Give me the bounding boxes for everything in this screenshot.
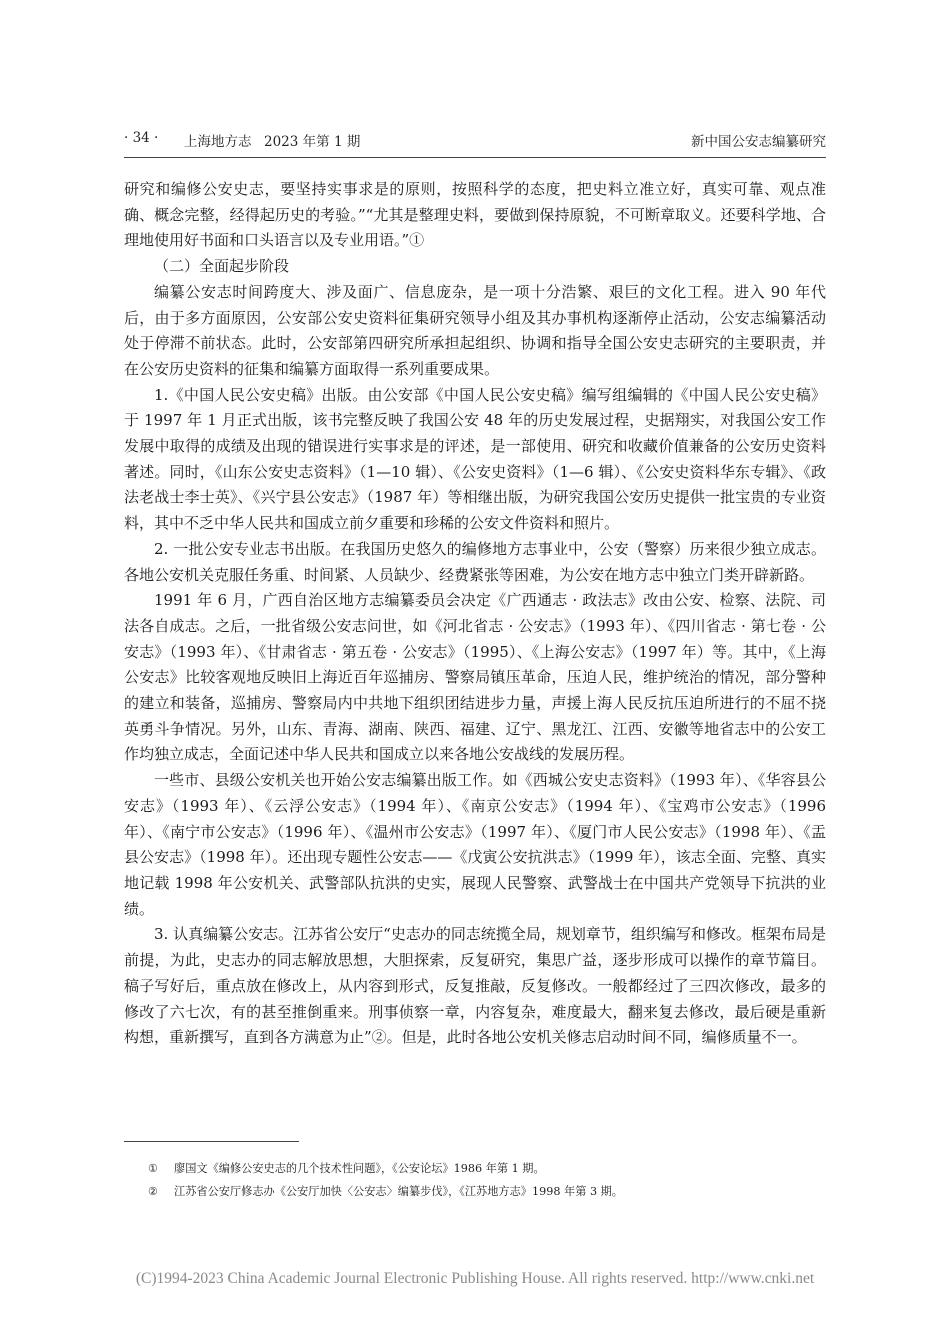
footnote xyxy=(148,1157,828,1180)
page-number: · 34 · xyxy=(124,130,159,146)
footnote-mark: ② xyxy=(148,1185,159,1198)
journal-name: 上海地方志 xyxy=(184,134,252,150)
page-header xyxy=(124,130,826,154)
paragraph: 1.《中国人民公安史稿》出版。由公安部《中国人民公安史稿》编写组编辑的《中国人民公安史稿》于 1997 年 1 月正式出版，该书完整反映了我国公安 48 年的历史发展过程，史据翔实，对我国公安工作发展中取得的成绩及出现的错误进行实事求是的评述，是一部使用、研究和收藏价值兼备的公安历史资料著述。同时，《山东公安史志资料》（1—10 辑）、《公安史资料》（1—6 辑）、《公安史资料华东专辑》、《政法老战士李士英》、《兴宁县公安志》（1987 年）等相继出版，为研究我国公安历史提供一批宝贵的专业资料，其中不乏中华人民共和国成立前夕重要和珍稀的公安文件资料和照片。 xyxy=(124,385,826,533)
copyright-notice: (C)1994-2023 China Academic Journal Electronic Publishing House. All rights reserved. http://www.cnki.net xyxy=(135,1270,815,1287)
footnote-divider xyxy=(124,1141,299,1142)
header-divider xyxy=(124,157,826,158)
footnote-mark: ① xyxy=(148,1162,159,1175)
journal-issue: 2023 年第 1 期 xyxy=(264,134,361,150)
paragraph: 一些市、县级公安机关也开始公安志编纂出版工作。如《西城公安史志资料》（1993 年）、《华容县公安志》（1993 年）、《云浮公安志》（1994 年）、《南京公安志》（1994 年）、《宝鸡市公安志》（1996 年）、《南宁市公安志》（1996 年）、《温州市公安志》（1997 年）、《厦门市人民公安志》（1998 年）、《盂县公安志》（1998 年）。还出现专题性公安志——《戊寅公安抗洪志》（1999 年），该志全面、完整、真实地记载 1998 年公安机关、武警部队抗洪的史实，展现人民警察、武警战士在中国共产党领导下抗洪的业绩。 xyxy=(124,771,826,918)
footnotes xyxy=(148,1157,828,1203)
paragraph: 研究和编修公安史志，要坚持实事求是的原则，按照科学的态度，把史料立准立好，真实可靠、观点准确、概念完整，经得起历史的考验。”“尤其是整理史料，要做到保持原貌，不可断章取义。还要科学地、合理地使用好书面和口头语言以及专业用语。”① xyxy=(124,180,826,250)
paragraph: 3. 认真编纂公安志。江苏省公安厅“史志办的同志统揽全局，规划章节，组织编写和修改。框架布局是前提，为此，史志办的同志解放思想，大胆探索，反复研究，集思广益，逐步形成可以操作的章节篇目。稿子写好后，重点放在修改上，从内容到形式，反复推敲，反复修改。一般都经过了三四次修改，最多的修改了六七次，有的甚至推倒重来。刑事侦察一章，内容复杂，难度最大，翻来复去修改，最后硬是重新构想，重新撰写，直到各方满意为止”②。但是，此时各地公安机关修志启动时间不同，编修质量不一。 xyxy=(124,925,826,1047)
running-title: 新中国公安志编纂研究 xyxy=(691,134,826,150)
paragraph: 2. 一批公安专业志书出版。在我国历史悠久的编修地方志事业中，公安（警察）历来很少独立成志。各地公安机关克服任务重、时间紧、人员缺少、经费紧张等困难，为公安在地方志中独立门类开辟新路。 xyxy=(124,539,826,584)
paragraph: 1991 年 6 月，广西自治区地方志编纂委员会决定《广西通志 · 政法志》改由公安、检察、法院、司法各自成志。之后，一批省级公安志问世，如《河北省志 · 公安志》（1993 年）、《四川省志 · 第七卷 · 公安志》（1993 年）、《甘肃省志 · 第五卷 · 公安志》（1995）、《上海公安志》（1997 年）等。其中，《上海公安志》比较客观地反映旧上海近百年巡捕房、警察局镇压革命，压迫人民，维护统治的情况，部分警种的建立和装备，巡捕房、警察局内中共地下组织团结进步力量，声援上海人民反抗压迫所进行的不屈不挠英勇斗争情况。另外，山东、青海、湖南、陕西、福建、辽宁、黑龙江、江西、安徽等地省志中的公安工作均独立成志，全面记述中华人民共和国成立以来各地公安战线的发展历程。 xyxy=(124,591,826,764)
section-heading: （二）全面起步阶段 xyxy=(154,257,290,276)
article-body xyxy=(124,177,826,1051)
footnote xyxy=(148,1180,828,1203)
paragraph: 编纂公安志时间跨度大、涉及面广、信息庞杂，是一项十分浩繁、艰巨的文化工程。进入 90 年代后，由于多方面原因，公安部公安史资料征集研究领导小组及其办事机构逐渐停止活动，公安志编纂活动处于停滞不前状态。此时，公安部第四研究所承担起组织、协调和指导全国公安史志研究的主要职责，并在公安历史资料的征集和编纂方面取得一系列重要成果。 xyxy=(124,282,826,378)
footnote-text: 江苏省公安厅修志办《公安厅加快〈公安志〉编纂步伐》，《江苏地方志》1998 年第 3 期。 xyxy=(174,1185,623,1198)
footnote-text: 廖国文《编修公安史志的几个技术性问题》，《公安论坛》1986 年第 1 期。 xyxy=(174,1162,545,1175)
